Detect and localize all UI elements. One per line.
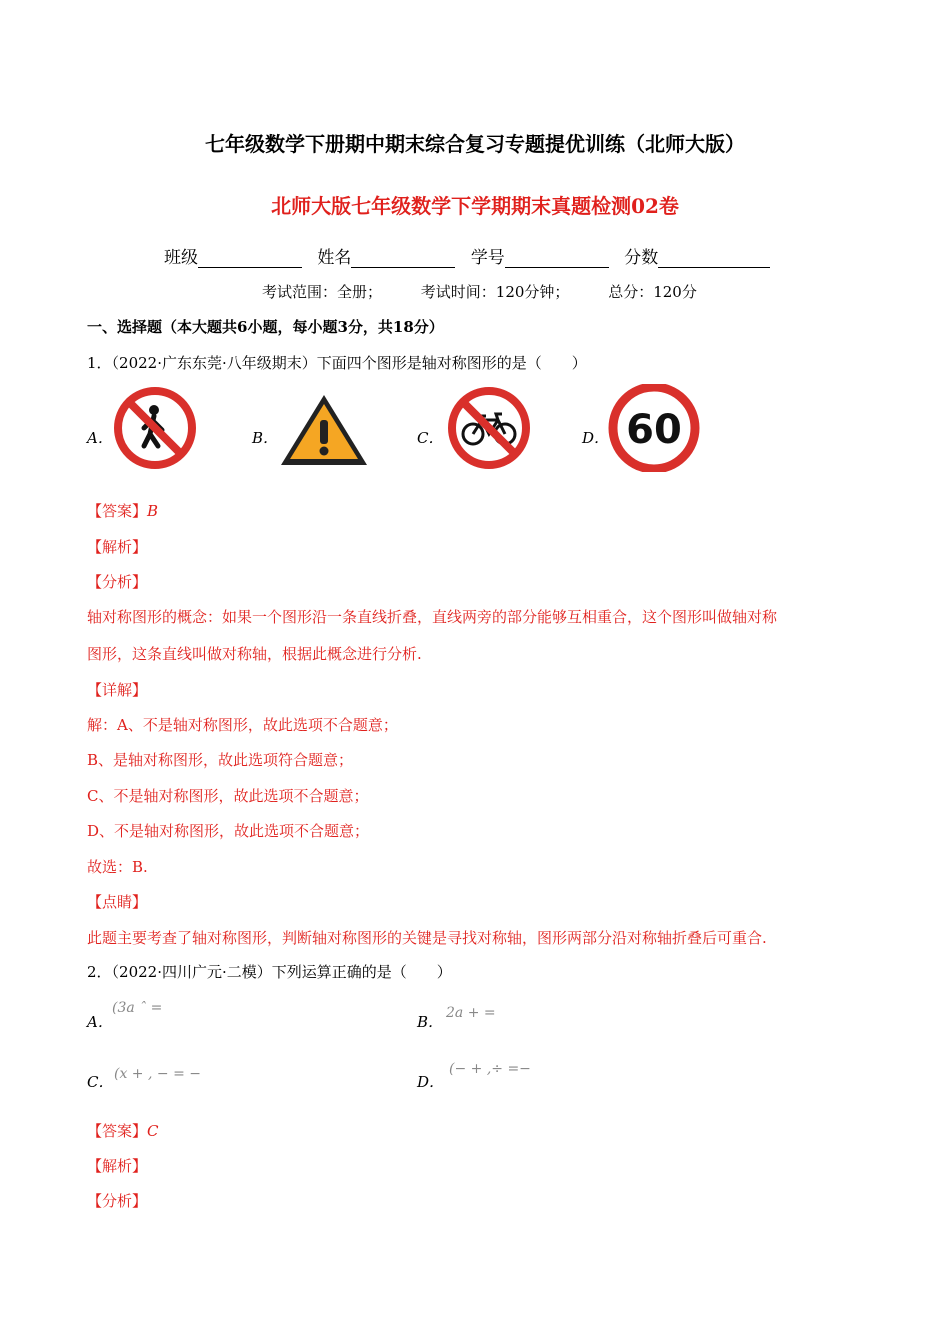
q2-expr-a: (3a ˆ = bbox=[112, 1000, 163, 1016]
q1-detail-line: 解：A、不是轴对称图形，故此选项不合题意； bbox=[87, 716, 398, 734]
q2-option-d-label: D． bbox=[417, 1073, 445, 1091]
q2-option-c-label: C． bbox=[87, 1073, 114, 1091]
q1-analysis-line1: 轴对称图形的概念：如果一个图形沿一条直线折叠，直线两旁的部分能够互相重合，这个图形叫做轴对称 bbox=[87, 608, 778, 626]
speed-limit-60-sign-icon bbox=[608, 384, 700, 472]
field-id-blank[interactable] bbox=[505, 249, 609, 268]
q2-answer bbox=[87, 1120, 159, 1141]
field-name-blank[interactable] bbox=[351, 249, 455, 268]
field-class-label: 班级 bbox=[164, 248, 198, 268]
q1-answer-tag: 【答案】 bbox=[87, 502, 148, 520]
q1-stem: 1．（2022·广东东莞·八年级期末）下面四个图形是轴对称图形的是（ ） bbox=[87, 354, 587, 372]
field-score-label: 分数 bbox=[624, 248, 659, 268]
q2-expr-d: (− + ,÷ =− bbox=[449, 1061, 531, 1077]
exam-scope: 考试范围：全册； bbox=[262, 283, 383, 301]
exam-meta bbox=[262, 281, 697, 302]
q1-detail-line: B、是轴对称图形，故此选项符合题意； bbox=[87, 751, 354, 769]
q1-option-d-label: D． bbox=[582, 429, 610, 447]
info-fields bbox=[164, 243, 780, 268]
q2-option-a-label: A． bbox=[87, 1013, 113, 1031]
q2-jiexi: 【解析】 bbox=[87, 1157, 148, 1175]
q2-stem: 2．（2022·四川广元·二模）下列运算正确的是（ ） bbox=[87, 963, 452, 981]
q1-answer-value: B bbox=[147, 502, 159, 520]
exam-time: 考试时间：120分钟； bbox=[420, 283, 570, 301]
q1-analysis-line2: 图形，这条直线叫做对称轴，根据此概念进行分析. bbox=[87, 645, 422, 663]
field-id-label: 学号 bbox=[470, 248, 505, 268]
q1-fenxi: 【分析】 bbox=[87, 573, 148, 591]
document-subtitle: 北师大版七年级数学下学期期末真题检测02卷 bbox=[271, 194, 679, 218]
q1-answer bbox=[87, 500, 158, 521]
q1-detail-line: D、不是轴对称图形，故此选项不合题意； bbox=[87, 822, 370, 840]
q1-option-b-label: B． bbox=[252, 429, 279, 447]
q1-option-c-label: C． bbox=[417, 429, 444, 447]
section-heading: 一、选择题（本大题共6小题，每小题3分，共18分） bbox=[87, 318, 444, 336]
no-bicycle-sign-icon bbox=[444, 386, 534, 470]
field-class-blank[interactable] bbox=[198, 249, 302, 268]
q1-detail-line: 故选：B. bbox=[87, 858, 148, 876]
field-name-label: 姓名 bbox=[317, 248, 352, 268]
exam-total: 总分：120分 bbox=[608, 283, 697, 301]
q1-comment: 此题主要考查了轴对称图形，判断轴对称图形的关键是寻找对称轴，图形两部分沿对称轴折叠后可重合. bbox=[87, 929, 767, 947]
document-title: 七年级数学下册期中期末综合复习专题提优训练（北师大版） bbox=[205, 132, 745, 156]
q1-xiangjie: 【详解】 bbox=[87, 681, 148, 699]
speed-limit-value: 60 bbox=[626, 407, 682, 453]
warning-sign-icon bbox=[278, 392, 370, 468]
q2-expr-b: 2a + = bbox=[446, 1005, 496, 1021]
q2-fenxi: 【分析】 bbox=[87, 1192, 148, 1210]
field-score-blank[interactable] bbox=[658, 249, 770, 268]
q1-dianjing: 【点睛】 bbox=[87, 893, 148, 911]
q1-detail-line: C、不是轴对称图形，故此选项不合题意； bbox=[87, 787, 369, 805]
q2-expr-c: (x + , − = − bbox=[114, 1066, 201, 1082]
q1-option-a-label: A． bbox=[87, 429, 113, 447]
no-pedestrian-sign-icon bbox=[110, 386, 200, 470]
q1-jiexi: 【解析】 bbox=[87, 538, 148, 556]
q2-answer-tag: 【答案】 bbox=[87, 1122, 148, 1140]
q2-option-b-label: B． bbox=[417, 1013, 444, 1031]
q2-answer-value: C bbox=[147, 1122, 159, 1140]
